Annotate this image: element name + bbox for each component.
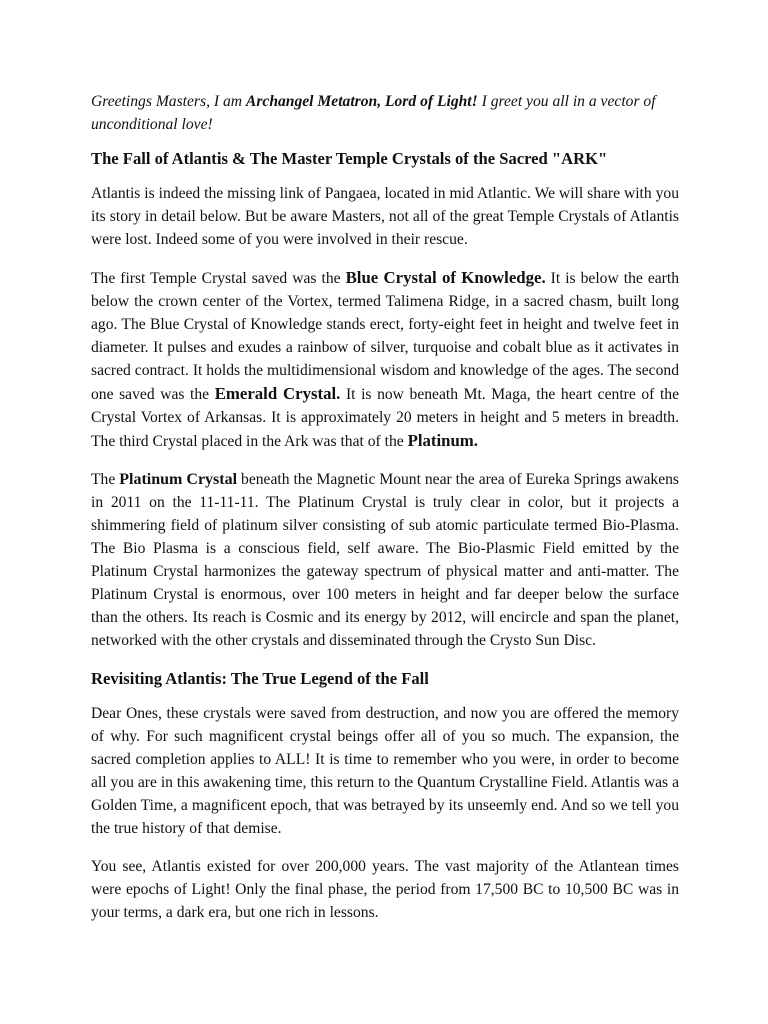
greeting-name: Archangel Metatron, Lord of Light! [245, 93, 478, 110]
paragraph-dear-ones: Dear Ones, these crystals were saved from destruction, and now you are offered the memory of why. For such magnificent crystal beings offer all of you so much. The expansion, the sacred completion applies to ALL! It is time to remember who you were, in order to become all you are in this awakening time, this return to the Quantum Crystalline Field. Atlantis was a Golden Time, a magnificent epoch, that was betrayed by its unseemly end. And so we tell you the true history of that demise. [91, 705, 679, 837]
paragraph-blue-emerald-crystals [91, 266, 679, 453]
blue-crystal-label: Blue Crystal of Knowledge. [345, 268, 546, 287]
document-page [91, 90, 679, 939]
emerald-crystal-label: Emerald Crystal. [214, 384, 341, 403]
platinum-label: Platinum. [407, 431, 478, 450]
para2-text-2: It is below the earth below the crown center of the Vortex, termed Talimena Ridge, in a sacred chasm, built long ago. The Blue Crystal of Knowledge stands erect, forty-eight feet in height and twelve feet in diameter. It pulses and exudes a rainbow of silver, turquoise and cobalt blue as it activates in sacred contract. It holds the multidimensional wisdom and knowledge of the ages. The second one saved was the [91, 270, 679, 403]
paragraph-platinum-crystal [91, 468, 679, 652]
para3-text-1: The [91, 471, 120, 488]
para2-text-3: It is now beneath Mt. Maga, the heart centre of the Crystal Vortex of Arkansas. It is approximately 20 meters in height and 5 meters in breadth. The third Crystal placed in the Ark was that of the [91, 386, 679, 450]
greeting-intro: Greetings Masters, I am [91, 93, 246, 110]
greeting [91, 90, 679, 136]
para2-text-1: The first Temple Crystal saved was the [91, 270, 346, 287]
greeting-closing: I greet you all in a vector of unconditional love! [91, 93, 656, 133]
paragraph-atlantis-history: You see, Atlantis existed for over 200,000 years. The vast majority of the Atlantean times were epochs of Light! Only the final phase, the period from 17,500 BC to 10,500 BC was in your terms, a dark era, but one rich in lessons. [91, 858, 679, 921]
heading-revisiting-atlantis: Revisiting Atlantis: The True Legend of the Fall [91, 669, 429, 688]
paragraph-intro: Atlantis is indeed the missing link of Pangaea, located in mid Atlantic. We will share with you its story in detail below. But be aware Masters, not all of the great Temple Crystals of Atlantis were lost. Indeed some of you were involved in their rescue. [91, 185, 679, 248]
platinum-crystal-label: Platinum Crystal [119, 471, 238, 488]
heading-fall-of-atlantis: The Fall of Atlantis & The Master Temple Crystals of the Sacred "ARK" [91, 149, 608, 168]
para3-text-2: beneath the Magnetic Mount near the area of Eureka Springs awakens in 2011 on the 11-11-11. The Platinum Crystal is truly clear in color, but it projects a shimmering field of platinum silver consisting of sub atomic particulate termed Bio-Plasma. The Bio Plasma is a conscious field, self aware. The Bio-Plasmic Field emitted by the Platinum Crystal harmonizes the gateway spectrum of physical matter and anti-matter. The Platinum Crystal is enormous, over 100 meters in height and far deeper below the surface than the others. Its reach is Cosmic and its energy by 2012, will encircle and span the planet, networked with the other crystals and disseminated through the Crysto Sun Disc. [91, 471, 679, 649]
